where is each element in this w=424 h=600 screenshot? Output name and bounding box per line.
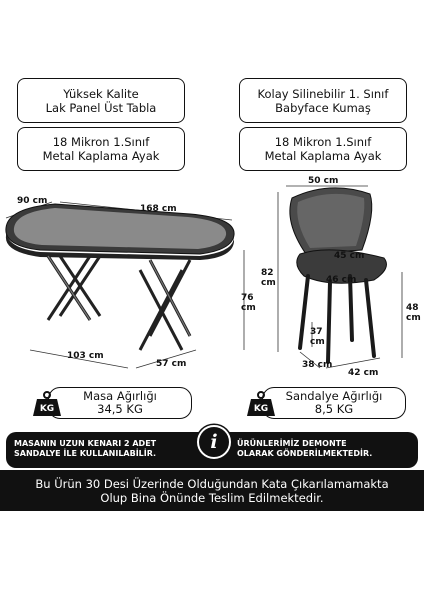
chair-base-width-label: 42 cm (348, 368, 379, 378)
notice-left (14, 439, 156, 459)
table-base-length-label: 103 cm (67, 351, 104, 361)
table-weight-value: 34,5 KG (97, 402, 143, 416)
feature-line: 18 Mikron 1.Sınıf (52, 135, 150, 149)
feature-line: Kolay Silinebilir 1. Sınıf (257, 86, 389, 101)
delivery-footer (0, 470, 424, 511)
notice-right-line: ÜRÜNLERİMİZ DEMONTE (237, 439, 347, 448)
feature-line: Yüksek Kalite (63, 86, 139, 101)
kg-weight-icon (246, 391, 276, 417)
chair-base-depth-label: 38 cm (302, 360, 333, 370)
chair-weight-label: Sandalye Ağırlığı (285, 389, 383, 403)
footer-line: Bu Ürün 30 Desi Üzerinde Olduğundan Kata Çıkarılamamakta (35, 477, 389, 491)
table-height-label: 76 cm (241, 293, 256, 313)
chair-total-height-label: 82 cm (261, 268, 276, 288)
feature-line: Babyface Kumaş (275, 100, 371, 115)
kg-badge-text: KG (39, 404, 55, 414)
table-weight-box (48, 387, 192, 419)
chair-width-label: 50 cm (308, 176, 339, 186)
table-length-label: 168 cm (140, 204, 177, 214)
table-weight-label: Masa Ağırlığı (83, 389, 157, 403)
info-glyph: i (210, 431, 218, 453)
kg-weight-icon (32, 391, 62, 417)
chair-seat-height-label: 48 cm (406, 303, 421, 323)
feature-box-mid-right (239, 127, 407, 171)
table-base-width-label: 57 cm (156, 359, 187, 369)
feature-box-top-right (239, 78, 407, 123)
chair-seat-depth-label: 45 cm (334, 251, 365, 261)
feature-box-top-left (17, 78, 185, 123)
table-illustration (0, 190, 260, 380)
feature-line: Lak Panel Üst Tabla (45, 100, 157, 115)
feature-line: 18 Mikron 1.Sınıf (274, 135, 372, 149)
feature-line: Metal Kaplama Ayak (264, 149, 382, 163)
info-icon (197, 425, 231, 459)
kg-badge-text: KG (253, 404, 269, 414)
notice-left-line: MASANIN UZUN KENARI 2 ADET (14, 439, 157, 448)
chair-weight-value: 8,5 KG (314, 402, 354, 416)
chair-weight-box (262, 387, 406, 419)
table-depth-label: 90 cm (17, 196, 48, 206)
feature-box-mid-left (17, 127, 185, 171)
notice-right-line: OLARAK GÖNDERİLMEKTEDİR. (237, 449, 373, 458)
feature-line: Metal Kaplama Ayak (42, 149, 160, 163)
footer-line: Olup Bina Önünde Teslim Edilmektedir. (100, 491, 324, 505)
chair-leg-height-label: 37 cm (310, 327, 325, 347)
notice-right (237, 439, 372, 459)
chair-seat-width-label: 46 cm (326, 275, 357, 285)
notice-left-line: SANDALYE İLE KULLANILABİLİR. (14, 449, 157, 458)
